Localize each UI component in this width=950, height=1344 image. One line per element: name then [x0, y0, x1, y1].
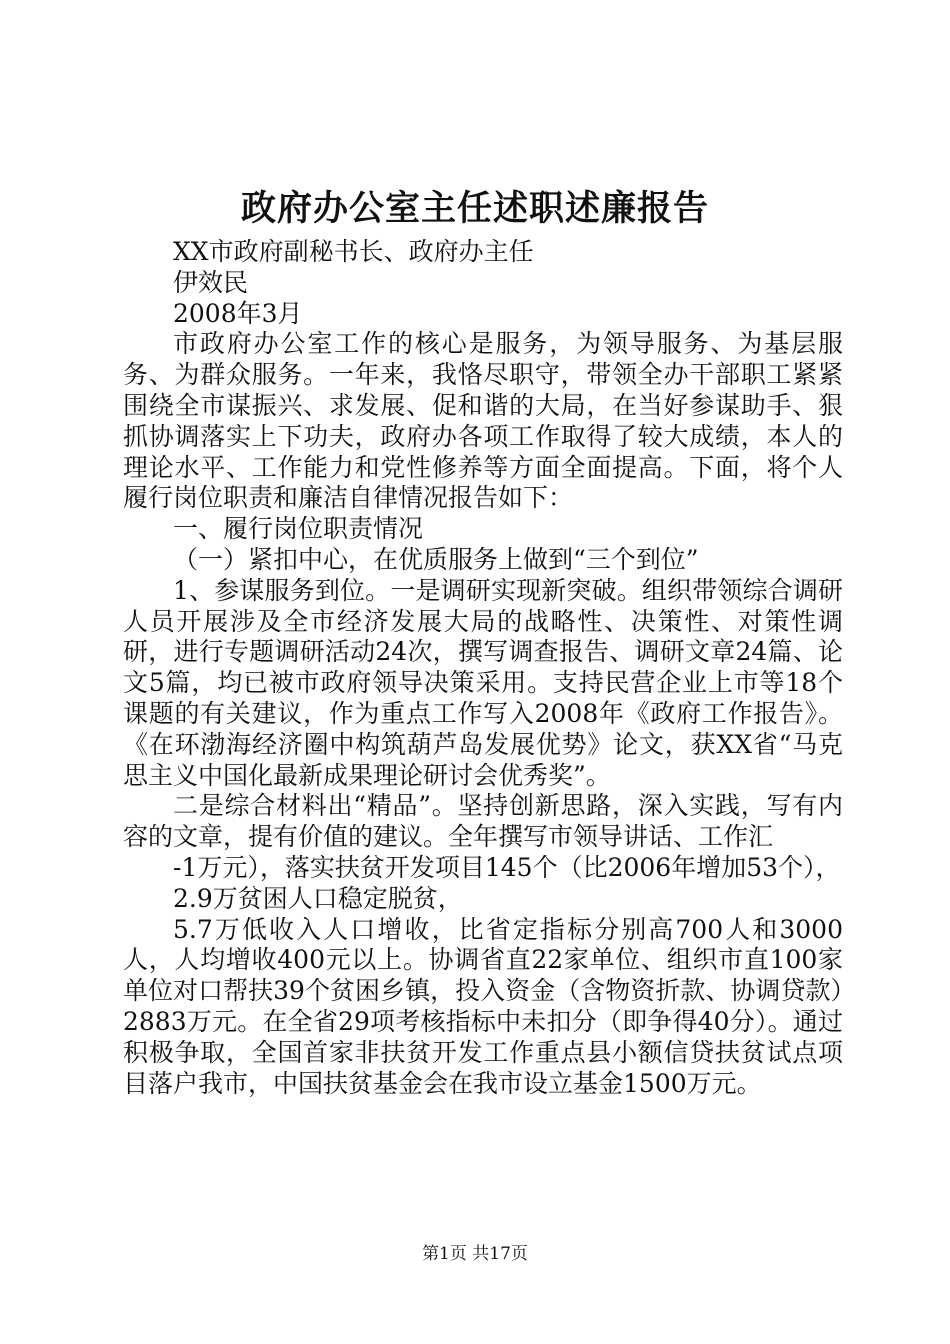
paragraph-research: 1、参谋服务到位。一是调研实现新突破。组织带领综合调研人员开展涉及全市经济发展大局的战略性、决策性、对策性调研，进行专题调研活动24次，撰写调查报告、调研文章24篇、论文5篇，均已被市政府领导决策采用。支持民营企业上市等18个课题的有关建议，作为重点工作写入2008年《政府工作报告》。《在环渤海经济圈中构筑葫芦岛发展优势》论文，获XX省“马克思主义中国化最新成果理论研讨会优秀奖”。 [123, 575, 843, 790]
paragraph-income-increase: 5.7万低收入人口增收，比省定指标分别高700人和3000人，人均增收400元以上。协调省直22家单位、组织市直100家单位对口帮扶39个贫困乡镇，投入资金（含物资折款、协调贷款）2883万元。在全省29项考核指标中未扣分（即争得40分）。通过积极争取，全国首家非扶贫开发工作重点县小额信贷扶贫试点项目落户我市，中国扶贫基金会在我市设立基金1500万元。 [123, 914, 843, 1098]
author-name-line: 伊效民 [173, 267, 249, 297]
intro-paragraph: 市政府办公室工作的核心是服务，为领导服务、为基层服务、为群众服务。一年来，我恪尽职守，带领全办干部职工紧紧围绕全市谋振兴、求发展、促和谐的大局，在当好参谋助手、狠抓协调落实上下功夫，政府办各项工作取得了较大成绩，本人的理论水平、工作能力和党性修养等方面全面提高。下面，将个人履行岗位职责和廉洁自律情况报告如下： [123, 329, 843, 513]
section-heading: 一、履行岗位职责情况 [173, 514, 424, 544]
document-body [123, 237, 843, 1099]
document-title: 政府办公室主任述职述廉报告 [240, 188, 709, 229]
paragraph-poverty-relief: 2.9万贫困人口稳定脱贫， [173, 883, 463, 913]
page-footer: 第1页 共17页 [422, 1244, 528, 1264]
subsection-heading: （一）紧扣中心，在优质服务上做到“三个到位” [173, 544, 699, 574]
paragraph-poverty-projects: -1万元），落实扶贫开发项目145个（比2006年增加53个）， [173, 852, 841, 882]
author-title-line: XX市政府副秘书长、政府办主任 [173, 237, 534, 266]
paragraph-materials: 二是综合材料出“精品”。坚持创新思路，深入实践，写有内容的文章，提有价值的建议。全年撰写市领导讲话、工作汇 [123, 791, 843, 852]
date-line: 2008年3月 [173, 298, 303, 328]
